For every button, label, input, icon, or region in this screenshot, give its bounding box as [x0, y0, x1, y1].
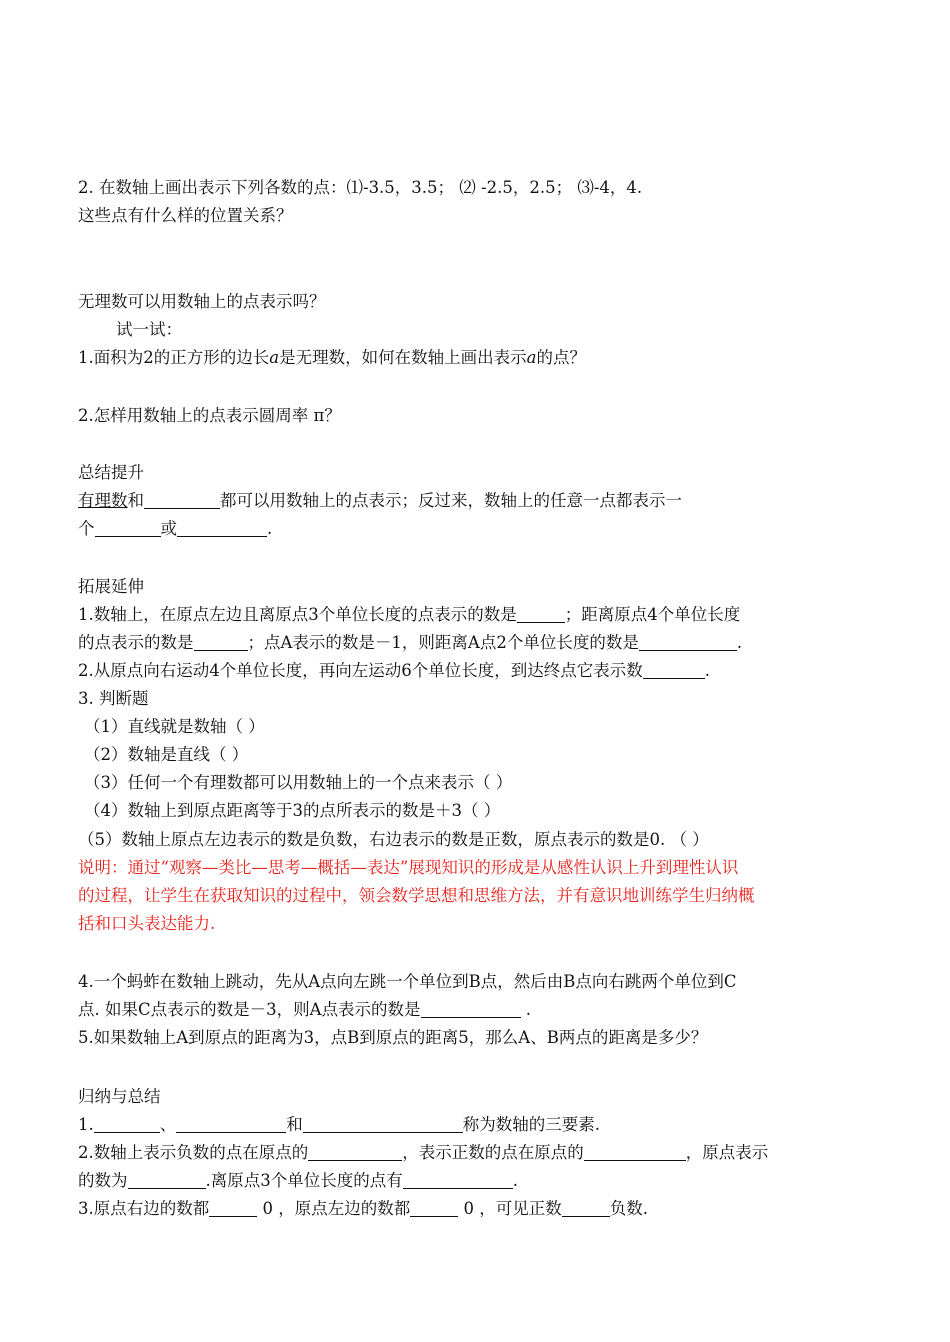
note-line-3: 括和口头表达能力. [78, 914, 216, 933]
judge-2: （2）数轴是直线（ ） [84, 745, 249, 764]
blank[interactable] [410, 1198, 458, 1217]
try-label: 试一试： [116, 320, 182, 339]
variable-a-2: a [526, 348, 537, 367]
rational-number-term: 有理数 [78, 491, 128, 510]
summary-text: 都可以用数轴上的点表示；反过来，数轴上的任意一点都表示一 [220, 491, 682, 510]
summary-and: 和 [127, 491, 144, 510]
try-1-text-b: 是无理数，如何在数轴上画出表示 [279, 348, 527, 367]
conclusion-2-period: . [512, 1171, 518, 1190]
blank[interactable] [562, 1198, 610, 1217]
try-1-text-a: 1.面积为2的正方形的边长 [78, 348, 270, 367]
conclusion-3-text-a: 3.原点右边的数都 [78, 1199, 210, 1218]
blank[interactable] [643, 660, 705, 679]
blank[interactable] [94, 1114, 160, 1133]
conclusion-1-text: 称为数轴的三要素. [462, 1115, 600, 1134]
note-line-1: 说明：通过“观察—类比—思考—概括—表达”展现知识的形成是从感性认识上升到理性认识 [78, 858, 739, 877]
summary-line-1 [78, 489, 682, 513]
summary-line-2 [78, 517, 272, 541]
question-5: 5.如果数轴上A到原点的距离为3，点B到原点的距离5，那么A、B两点的距离是多少？ [78, 1028, 708, 1047]
variable-a: a [269, 348, 280, 367]
conclusion-2-text-b: ，表示正数的点在原点的 [402, 1143, 584, 1162]
blank[interactable] [177, 518, 267, 537]
try-1 [78, 346, 586, 370]
conclusion-2-line-2 [78, 1169, 518, 1193]
conclusion-3-text-b: 0 ，原点左边的数都 [257, 1199, 411, 1218]
judge-3: （3）任何一个有理数都可以用数轴上的一个点来表示（ ） [84, 773, 513, 792]
extend-heading: 拓展延伸 [78, 577, 144, 596]
judge-1: （1）直线就是数轴（ ） [84, 717, 265, 736]
blank[interactable] [584, 1142, 686, 1161]
conclusion-2-text-a: 2.数轴上表示负数的点在原点的 [78, 1143, 309, 1162]
question-4-period: . [520, 1000, 532, 1019]
note-line-2: 的过程，让学生在获取知识的过程中，领会数学思想和思维方法，并有意识地训练学生归纳概 [78, 886, 755, 905]
extend-2 [78, 659, 710, 683]
extend-1-period: . [736, 633, 743, 652]
blank[interactable] [95, 518, 161, 537]
blank[interactable] [194, 632, 248, 651]
blank[interactable] [144, 490, 220, 509]
conclusion-3 [78, 1197, 648, 1221]
extend-1-line-1 [78, 603, 740, 627]
extend-2-period: . [704, 661, 710, 680]
extend-1-text-a: 1.数轴上，在原点左边且离原点3个单位长度的点表示的数是 [78, 605, 517, 624]
question-2-line-2: 这些点有什么样的位置关系？ [78, 206, 293, 225]
conclusion-1 [78, 1113, 600, 1137]
conclusion-heading: 归纳与总结 [78, 1087, 161, 1106]
extend-1-text-d: ；点A表示的数是－1，则距离A点2个单位长度的数是 [247, 633, 639, 652]
conclusion-2-text-c: ，原点表示 [685, 1143, 769, 1162]
conclusion-2-text-d: 的数为 [78, 1171, 128, 1190]
blank[interactable] [176, 1114, 286, 1133]
blank[interactable] [639, 632, 737, 651]
extend-2-text: 2.从原点向右运动4个单位长度，再向左运动6个单位长度，到达终点它表示数 [78, 661, 643, 680]
judge-5: （5）数轴上原点左边表示的数是负数，右边表示的数是正数，原点表示的数是0. （ ） [78, 830, 709, 849]
summary-heading: 总结提升 [78, 463, 144, 482]
extend-3-heading: 3. 判断题 [78, 689, 149, 708]
try-2: 2.怎样用数轴上的点表示圆周率 π？ [78, 406, 341, 425]
extend-1-line-2 [78, 631, 742, 655]
question-4-text: 点. 如果C点表示的数是－3，则A点表示的数是 [78, 1000, 421, 1019]
conclusion-2-line-1 [78, 1141, 768, 1165]
conclusion-2-text-e: .离原点3个单位长度的点有 [205, 1171, 403, 1190]
blank[interactable] [308, 1142, 402, 1161]
try-1-text-c: 的点？ [536, 348, 586, 367]
extend-1-text-b: ；距离原点4个单位长度 [564, 605, 741, 624]
conclusion-1-comma: 、 [159, 1115, 177, 1134]
question-4-line-2 [78, 998, 531, 1022]
conclusion-1-number: 1. [78, 1115, 94, 1134]
question-2-line-1: 2. 在数轴上画出表示下列各数的点：⑴-3.5，3.5； ⑵ -2.5，2.5； ⑶-4，4. [78, 178, 643, 197]
blank[interactable] [128, 1170, 206, 1189]
conclusion-3-text-c: 0 ，可见正数 [458, 1199, 562, 1218]
judge-4: （4）数轴上到原点距离等于3的点所表示的数是＋3（ ） [84, 801, 501, 820]
summary-or: 或 [160, 519, 177, 538]
question-4-line-1: 4.一个蚂蚱在数轴上跳动，先从A点向左跳一个单位到B点，然后由B点向右跳两个单位到C [78, 972, 737, 991]
summary-ge: 个 [78, 519, 95, 538]
blank[interactable] [421, 999, 521, 1018]
irrational-question: 无理数可以用数轴上的点表示吗？ [78, 292, 326, 311]
extend-1-text-c: 的点表示的数是 [78, 633, 194, 652]
blank[interactable] [517, 604, 565, 623]
blank[interactable] [209, 1198, 257, 1217]
blank[interactable] [303, 1114, 463, 1133]
conclusion-3-text-d: 负数. [609, 1199, 648, 1218]
summary-period: . [267, 519, 273, 538]
blank[interactable] [403, 1170, 513, 1189]
conclusion-1-and: 和 [286, 1115, 303, 1134]
